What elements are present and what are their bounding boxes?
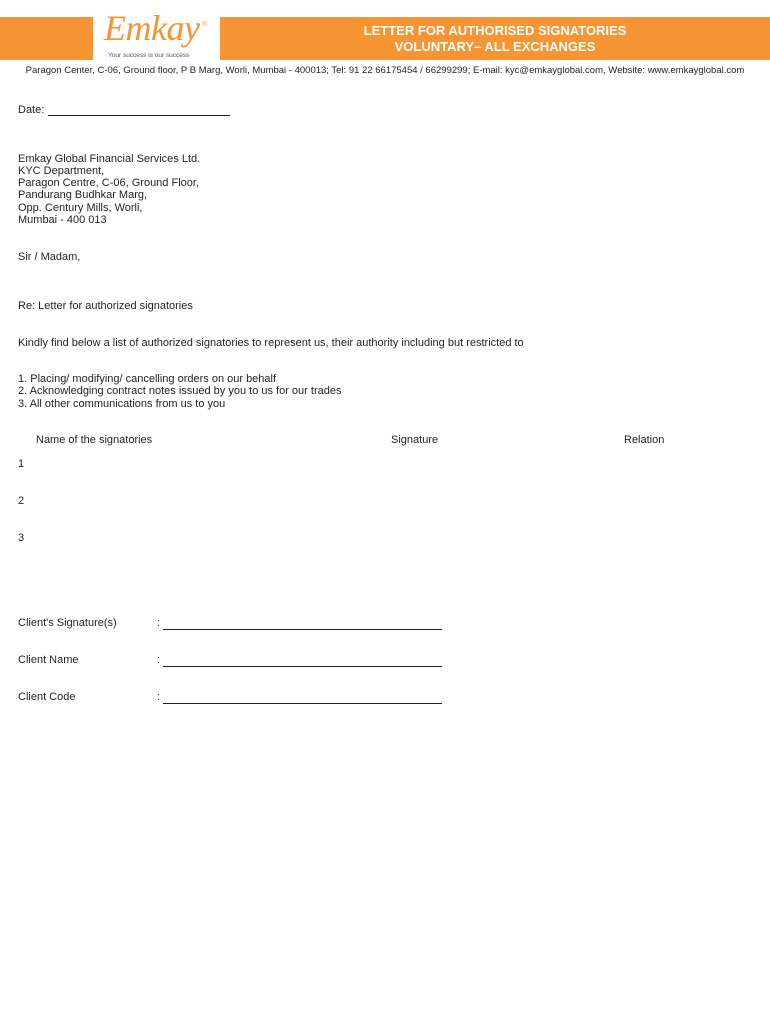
document-title-line2: VOLUNTARY– ALL EXCHANGES (394, 39, 596, 54)
authority-item: 1. Placing/ modifying/ cancelling orders on our behalf (18, 373, 277, 385)
authority-item: 2. Acknowledging contract notes issued by you to us for our trades (18, 385, 342, 397)
date-input-line[interactable] (48, 115, 230, 116)
row-number: 2 (18, 495, 25, 507)
recipient-line: Pandurang Budhkar Marg, (18, 189, 148, 201)
client-code-line[interactable] (163, 703, 442, 704)
column-header-signature: Signature (391, 434, 439, 446)
date-label: Date: (18, 104, 45, 116)
recipient-line: Mumbai - 400 013 (18, 214, 107, 226)
emkay-logo: Emkay (104, 8, 200, 48)
client-name-line[interactable] (163, 666, 442, 667)
salutation: Sir / Madam, (18, 251, 81, 263)
recipient-line: Opp. Century Mills, Worli, (18, 202, 143, 214)
document-title-line1: LETTER FOR AUTHORISED SIGNATORIES (363, 23, 627, 38)
company-address: Paragon Center, C-06, Ground floor, P B Marg, Worli, Mumbai - 400013; Tel: 91 22 66175454 / 66299299; E-mail: kyc@emkayglobal.com, Website: www.emkayglobal.com (25, 65, 745, 76)
client-code-label: Client Code (18, 691, 76, 703)
column-header-relation: Relation (624, 434, 665, 446)
recipient-line: KYC Department, (18, 165, 105, 177)
authority-item: 3. All other communications from us to you (18, 398, 226, 410)
row-number: 1 (18, 458, 25, 470)
client-signature-line[interactable] (163, 629, 442, 630)
recipient-line: Paragon Centre, C-06, Ground Floor, (18, 177, 199, 189)
client-name-label: Client Name (18, 654, 79, 666)
registered-mark: ® (202, 21, 208, 28)
field-separator: : (157, 617, 161, 629)
logo-tagline: Your success is our success (108, 52, 190, 59)
row-number: 3 (18, 532, 25, 544)
column-header-name: Name of the signatories (36, 434, 153, 446)
body-paragraph: Kindly find below a list of authorized signatories to represent us, their authority including but restricted to (18, 337, 524, 349)
recipient-line: Emkay Global Financial Services Ltd. (18, 153, 201, 165)
field-separator: : (157, 691, 161, 703)
header-band-left (0, 17, 93, 60)
field-separator: : (157, 654, 161, 666)
subject-line: Re: Letter for authorized signatories (18, 300, 193, 312)
client-signature-label: Client's Signature(s) (18, 617, 117, 629)
